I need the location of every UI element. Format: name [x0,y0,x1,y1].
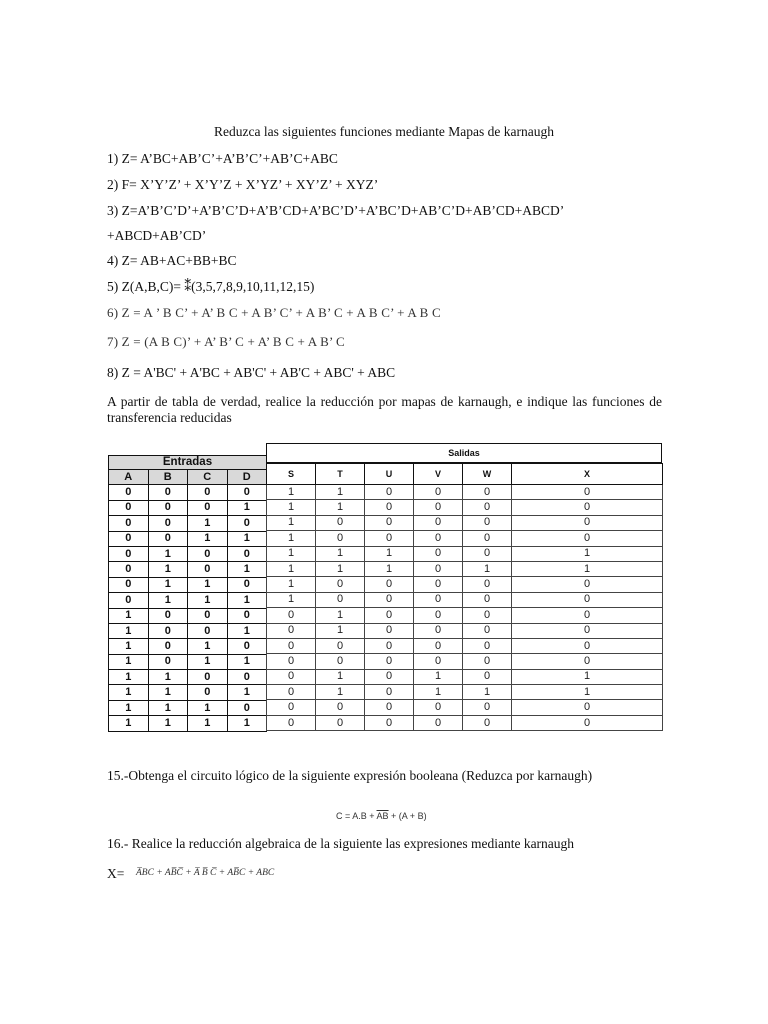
input-cell: 1 [109,685,149,700]
output-cell: 0 [365,623,414,638]
output-cell: 0 [267,700,316,715]
output-cell: 0 [267,638,316,653]
input-cell: 0 [188,546,228,561]
output-cell: 1 [512,561,663,576]
input-cell: 1 [148,546,188,561]
output-header-x: X [512,464,663,485]
input-cell: 1 [188,716,228,731]
output-cell: 0 [267,669,316,684]
input-row [109,623,267,638]
input-cell: 1 [227,500,267,515]
input-cell: 1 [109,670,149,685]
output-cell: 0 [414,715,463,730]
input-cell: 0 [227,516,267,531]
output-cell: 1 [267,546,316,561]
output-cell: 0 [414,546,463,561]
output-cell: 0 [414,515,463,530]
inputs-header: Entradas [109,456,267,470]
input-cell: 1 [227,623,267,638]
output-cell: 0 [463,515,512,530]
output-cell: 0 [316,592,365,607]
output-cell: 1 [267,531,316,546]
input-cell: 1 [227,531,267,546]
output-cell: 0 [512,608,663,623]
input-cell: 1 [109,654,149,669]
output-cell: 0 [365,608,414,623]
output-cell: 1 [512,669,663,684]
x-expression: A̅BC + AB̅C̅ + A̅ B̅ C̅ + AB̅C + ABC [136,868,275,878]
output-cell: 1 [365,546,414,561]
input-cell: 1 [148,593,188,608]
input-cell: 0 [227,670,267,685]
output-cell: 0 [512,500,663,515]
output-cell: 0 [365,715,414,730]
input-row [109,654,267,669]
input-cell: 0 [188,670,228,685]
input-cell: 0 [109,500,149,515]
output-cell: 0 [316,515,365,530]
input-row [109,685,267,700]
output-row [267,561,663,576]
output-cell: 0 [463,715,512,730]
input-cell: 1 [109,700,149,715]
input-cell: 0 [188,608,228,623]
output-cell: 0 [414,608,463,623]
input-header-a: A [109,470,149,485]
output-cell: 0 [365,638,414,653]
exercise-3-continued: +ABCD+AB’CD’ [107,228,207,243]
output-cell: 1 [267,561,316,576]
input-row [109,500,267,515]
output-cell: 0 [365,577,414,592]
input-header-d: D [227,470,267,485]
output-cell: 1 [316,485,365,500]
question-15: 15.-Obtenga el circuito lógico de la siguiente expresión booleana (Reduzca por karnaugh) [107,768,593,783]
output-cell: 0 [512,531,663,546]
input-row [109,577,267,592]
input-cell: 0 [188,685,228,700]
output-header-t: T [316,464,365,485]
input-cell: 0 [109,485,149,500]
output-cell: 0 [463,700,512,715]
input-cell: 0 [188,500,228,515]
output-row [267,500,663,515]
output-cell: 0 [512,638,663,653]
input-row [109,531,267,546]
output-cell: 0 [463,592,512,607]
input-cell: 0 [188,485,228,500]
output-cell: 1 [316,500,365,515]
output-cell: 0 [414,700,463,715]
input-cell: 1 [148,562,188,577]
output-cell: 0 [512,515,663,530]
output-cell: 1 [267,577,316,592]
output-cell: 0 [463,638,512,653]
input-cell: 1 [227,593,267,608]
input-cell: 1 [188,593,228,608]
input-cell: 1 [188,516,228,531]
outputs-header: Salidas [266,443,662,463]
exercise-2: 2) F= X’Y’Z’ + X’Y’Z + X’YZ’ + XY’Z’ + XYZ’ [107,177,379,192]
input-cell: 0 [227,485,267,500]
input-cell: 0 [227,577,267,592]
output-cell: 0 [512,700,663,715]
input-row [109,546,267,561]
output-cell: 0 [512,485,663,500]
output-row [267,577,663,592]
output-cell: 0 [316,654,365,669]
output-cell: 1 [365,561,414,576]
input-row [109,700,267,715]
output-cell: 0 [512,715,663,730]
input-cell: 1 [227,716,267,731]
output-cell: 0 [365,592,414,607]
output-cell: 0 [414,500,463,515]
input-row [109,670,267,685]
input-cell: 0 [109,516,149,531]
output-cell: 0 [463,623,512,638]
output-cell: 1 [316,546,365,561]
output-row [267,515,663,530]
input-cell: 1 [188,700,228,715]
output-cell: 0 [414,638,463,653]
output-cell: 1 [414,685,463,700]
input-cell: 1 [188,654,228,669]
output-cell: 1 [512,546,663,561]
output-cell: 1 [267,500,316,515]
input-row [109,593,267,608]
output-cell: 1 [414,669,463,684]
output-cell: 0 [316,700,365,715]
output-cell: 0 [316,577,365,592]
question-16: 16.- Realice la reducción algebraica de la siguiente las expresiones mediante karnaugh [107,836,575,851]
outputs-table [266,463,663,731]
output-cell: 0 [267,715,316,730]
output-cell: 0 [267,654,316,669]
input-cell: 1 [109,623,149,638]
input-cell: 0 [109,577,149,592]
output-cell: 0 [365,515,414,530]
exercise-8: 8) Z = A'BC' + A'BC + AB'C' + AB'C + ABC' + ABC [107,365,396,380]
input-cell: 1 [188,577,228,592]
output-cell: 0 [463,500,512,515]
output-cell: 0 [463,669,512,684]
output-row [267,669,663,684]
output-cell: 0 [414,531,463,546]
formula-overline-term: $\overline{AB}$ [376,811,389,821]
document-title: Reduzca las siguientes funciones mediante Mapas de karnaugh [213,124,554,139]
output-header-v: V [414,464,463,485]
exercise-5: 5) Z(A,B,C)= ⁑(3,5,7,8,9,10,11,12,15) [107,279,315,294]
output-cell: 0 [316,715,365,730]
output-cell: 0 [365,485,414,500]
input-cell: 1 [188,639,228,654]
output-cell: 0 [365,500,414,515]
input-cell: 0 [109,546,149,561]
exercise-6: 6) Z = A ’ B C’ + A’ B C + A B’ C’ + A B’ C + A B C’ + A B C [107,305,441,320]
input-cell: 1 [188,531,228,546]
output-cell: 0 [365,685,414,700]
output-cell: 0 [414,654,463,669]
input-cell: 1 [148,685,188,700]
output-cell: 0 [512,654,663,669]
input-cell: 0 [109,531,149,546]
input-cell: 0 [227,700,267,715]
input-cell: 0 [148,485,188,500]
input-row [109,716,267,731]
formula-prefix: C = A.B + [336,811,377,821]
output-cell: 0 [414,561,463,576]
output-row [267,715,663,730]
input-cell: 0 [148,654,188,669]
output-row [267,654,663,669]
input-cell: 0 [148,623,188,638]
output-cell: 1 [316,608,365,623]
output-cell: 0 [463,531,512,546]
x-equation-label: X= [107,866,125,881]
output-cell: 1 [267,515,316,530]
output-cell: 1 [316,623,365,638]
input-cell: 0 [148,639,188,654]
input-row [109,639,267,654]
input-cell: 0 [148,531,188,546]
output-cell: 0 [512,623,663,638]
output-cell: 0 [512,577,663,592]
output-cell: 0 [316,531,365,546]
input-cell: 0 [109,562,149,577]
exercise-3: 3) Z=A’B’C’D’+A’B’C’D+A’B’CD+A’BC’D’+A’BC’D+AB’C’D+AB’CD+ABCD’ [107,203,565,218]
input-cell: 1 [148,577,188,592]
exercise-7: 7) Z = (A B C)’ + A’ B’ C + A’ B C + A B’ C [107,334,345,349]
output-cell: 0 [316,638,365,653]
output-cell: 0 [365,531,414,546]
exercise-4: 4) Z= AB+AC+BB+BC [107,253,237,268]
truth-table-instructions: A partir de tabla de verdad, realice la reducción por mapas de karnaugh, e indique las funciones de transferencia reducidas [107,394,662,425]
output-cell: 1 [267,485,316,500]
output-cell: 0 [365,654,414,669]
output-row [267,608,663,623]
output-cell: 0 [365,669,414,684]
input-header-b: B [148,470,188,485]
output-row [267,700,663,715]
output-cell: 1 [316,561,365,576]
input-cell: 1 [148,716,188,731]
output-cell: 1 [316,685,365,700]
output-header-u: U [365,464,414,485]
formula-suffix: + (A + B) [388,811,427,821]
input-cell: 1 [109,716,149,731]
input-row [109,608,267,623]
input-cell: 0 [148,608,188,623]
output-row [267,592,663,607]
output-cell: 0 [365,700,414,715]
input-cell: 0 [188,562,228,577]
input-cell: 1 [109,639,149,654]
input-cell: 0 [109,593,149,608]
input-cell: 0 [227,608,267,623]
input-cell: 0 [148,516,188,531]
output-row [267,638,663,653]
input-row [109,562,267,577]
input-cell: 0 [188,623,228,638]
output-row [267,546,663,561]
output-cell: 1 [512,685,663,700]
output-cell: 0 [463,546,512,561]
output-cell: 1 [463,561,512,576]
input-cell: 0 [227,546,267,561]
input-row [109,485,267,500]
input-cell: 0 [148,500,188,515]
input-cell: 0 [227,639,267,654]
input-cell: 1 [227,654,267,669]
output-cell: 0 [267,608,316,623]
output-row [267,685,663,700]
input-row [109,516,267,531]
output-row [267,623,663,638]
output-row [267,485,663,500]
output-cell: 0 [267,685,316,700]
input-cell: 1 [227,562,267,577]
output-cell: 0 [414,623,463,638]
output-header-w: W [463,464,512,485]
input-cell: 1 [227,685,267,700]
output-cell: 0 [512,592,663,607]
input-cell: 1 [109,608,149,623]
exercise-1: 1) Z= A’BC+AB’C’+A’B’C’+AB’C+ABC [107,151,338,166]
boolean-formula [336,811,427,821]
output-cell: 0 [463,485,512,500]
inputs-table [108,455,267,732]
input-header-c: C [188,470,228,485]
output-cell: 0 [414,485,463,500]
output-cell: 0 [463,608,512,623]
output-cell: 1 [267,592,316,607]
output-cell: 0 [463,577,512,592]
output-row [267,531,663,546]
input-cell: 1 [148,700,188,715]
output-cell: 0 [414,592,463,607]
input-cell: 1 [148,670,188,685]
output-cell: 0 [414,577,463,592]
output-cell: 0 [463,654,512,669]
output-cell: 1 [316,669,365,684]
output-cell: 0 [267,623,316,638]
output-header-s: S [267,464,316,485]
output-cell: 1 [463,685,512,700]
